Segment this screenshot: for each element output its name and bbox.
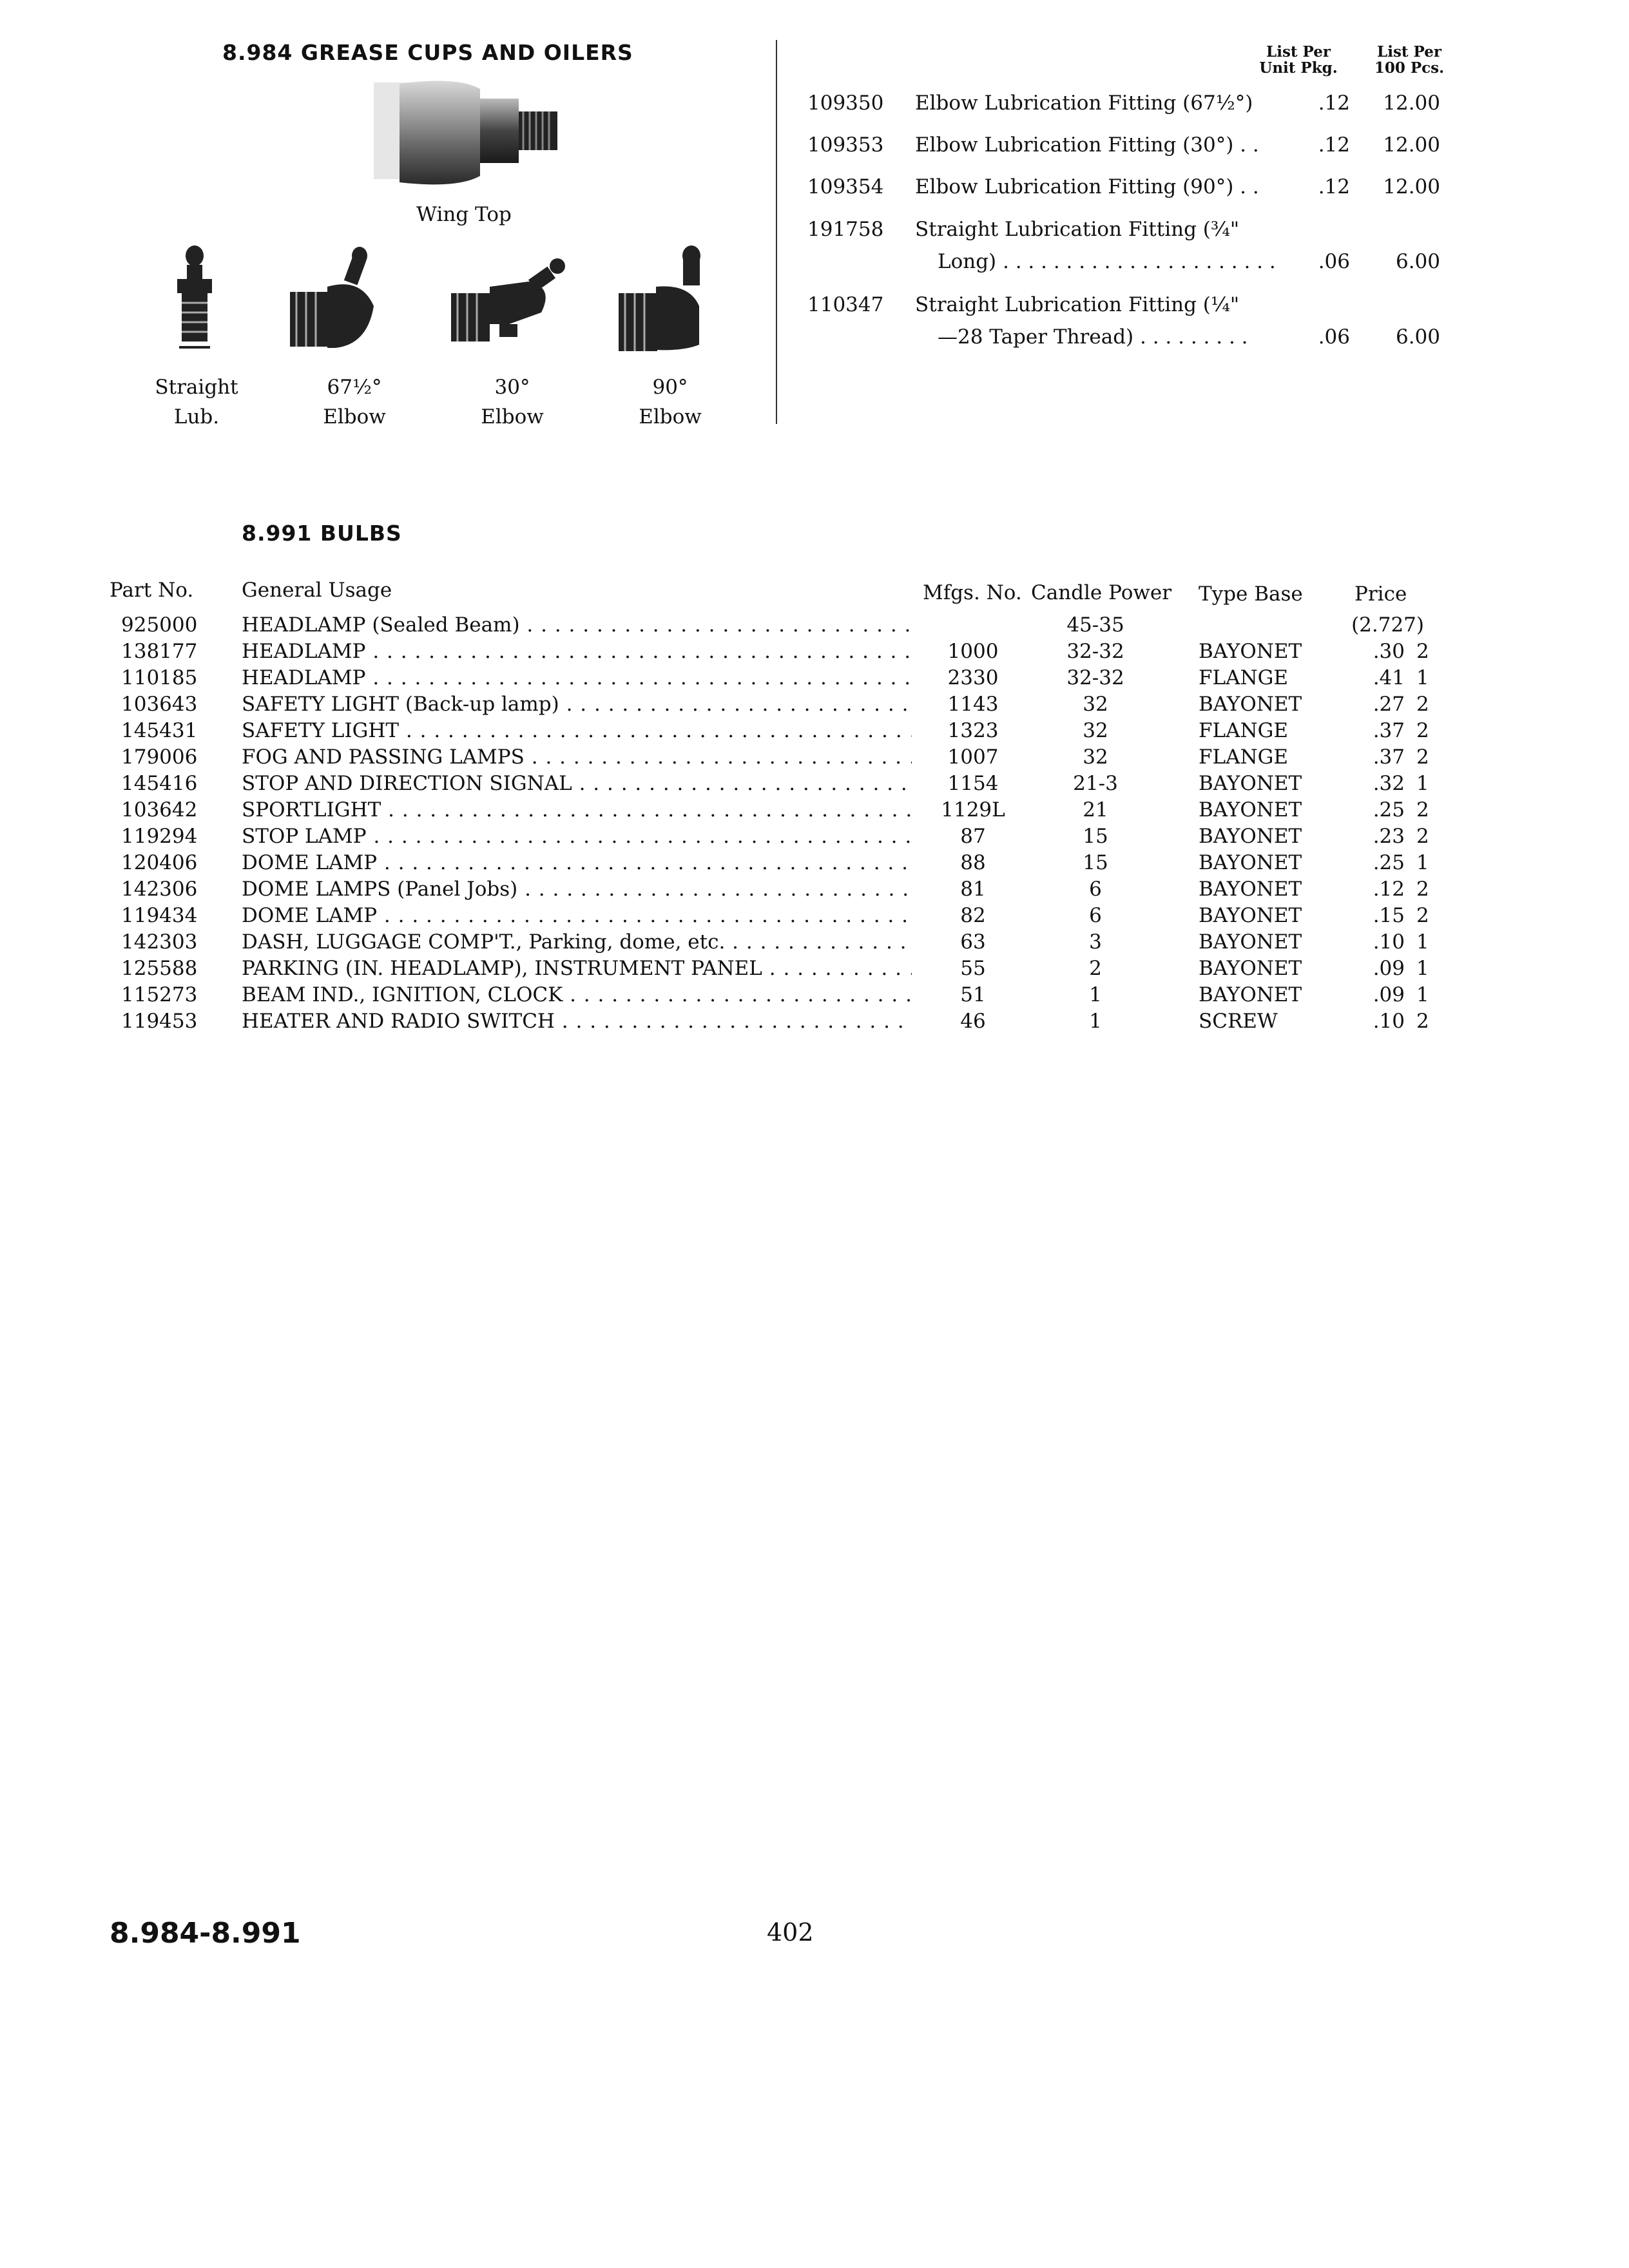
header-candle-power: Candle Power xyxy=(1031,581,1172,604)
table-row: 115273 BEAM IND., IGNITION, CLOCK . . . 51 1 BAYONET .09 1 xyxy=(0,983,1629,1010)
table-row: 119294 STOP LAMP . . . 87 15 BAYONET .23 2 xyxy=(0,825,1629,851)
fitting-100-price: 12.00 xyxy=(1383,133,1440,157)
fitting-caption-90-elbow: 90° Elbow xyxy=(639,376,702,428)
table-row: 138177 HEADLAMP . . . 1000 32-32 BAYONET .30 2 xyxy=(0,640,1629,666)
wing-top-fitting-illustration xyxy=(361,76,567,192)
table-row: 179006 FOG AND PASSING LAMPS . . . 1007 32 FLANGE .37 2 xyxy=(0,745,1629,772)
fitting-description: Straight Lubrication Fitting (¼" xyxy=(915,293,1240,316)
table-row: 119453 HEATER AND RADIO SWITCH . . . 46 1 SCREW .10 2 xyxy=(0,1010,1629,1036)
fitting-100-price: 12.00 xyxy=(1383,91,1440,115)
table-row: 120406 DOME LAMP . . . 88 15 BAYONET .25 1 xyxy=(0,851,1629,878)
wing-top-caption: Wing Top xyxy=(416,203,512,226)
column-divider xyxy=(776,40,777,424)
fitting-100-price: 6.00 xyxy=(1395,325,1440,349)
header-mfgs-no: Mfgs. No. xyxy=(923,581,1022,604)
grease-section-title: 8.984 GREASE CUPS AND OILERS xyxy=(222,40,633,65)
list-per-unit-header: List Per Unit Pkg. xyxy=(1259,43,1338,77)
fitting-caption-67-elbow: 67½° Elbow xyxy=(323,376,386,428)
fitting-unit-price: .12 xyxy=(1318,91,1350,115)
table-row: 925000 HEADLAMP (Sealed Beam) . . . 45-35 (2.727) xyxy=(0,613,1629,640)
table-row: 142306 DOME LAMPS (Panel Jobs) . . . 81 6 BAYONET .12 2 xyxy=(0,878,1629,904)
table-row: 142303 DASH, LUGGAGE COMP'T., Parking, dome, etc. . . . 63 3 BAYONET .10 1 xyxy=(0,930,1629,957)
table-row: 103643 SAFETY LIGHT (Back-up lamp) . . . 1143 32 BAYONET .27 2 xyxy=(0,693,1629,719)
fitting-description: Elbow Lubrication Fitting (90°) . . xyxy=(915,175,1259,198)
page-number: 402 xyxy=(767,1918,814,1946)
fitting-part-no: 191758 xyxy=(807,218,884,241)
header-type-base: Type Base xyxy=(1199,582,1303,606)
list-per-100-header: List Per 100 Pcs. xyxy=(1374,43,1445,77)
fitting-description: Elbow Lubrication Fitting (67½°) xyxy=(915,91,1253,115)
fitting-100-price: 6.00 xyxy=(1395,250,1440,273)
fitting-part-no: 109350 xyxy=(807,91,884,115)
fitting-caption-30-elbow: 30° Elbow xyxy=(481,376,544,428)
fitting-unit-price: .12 xyxy=(1318,133,1350,157)
table-row: 125588 PARKING (IN. HEADLAMP), INSTRUMENT PANEL . . . 55 2 BAYONET .09 1 xyxy=(0,957,1629,983)
header-price: Price xyxy=(1354,582,1407,606)
fitting-description-cont: Long) . . . . . . . . . . . . . . . . . . . . . . xyxy=(938,250,1276,273)
table-row: 110185 HEADLAMP . . . 2330 32-32 FLANGE .41 1 xyxy=(0,666,1629,693)
fitting-unit-price: .06 xyxy=(1318,325,1350,349)
table-row: 119434 DOME LAMP . . . 82 6 BAYONET .15 2 xyxy=(0,904,1629,930)
header-general-usage: General Usage xyxy=(242,579,392,602)
table-row: 145416 STOP AND DIRECTION SIGNAL . . . 1154 21-3 BAYONET .32 1 xyxy=(0,772,1629,798)
header-part-no: Part No. xyxy=(110,579,194,602)
table-row: 103642 SPORTLIGHT . . . 1129L 21 BAYONET .25 2 xyxy=(0,798,1629,825)
fitting-part-no: 109354 xyxy=(807,175,884,198)
table-row: 145431 SAFETY LIGHT . . . 1323 32 FLANGE .37 2 xyxy=(0,719,1629,745)
fitting-caption-straight: Straight Lub. xyxy=(155,376,238,428)
fitting-description: Straight Lubrication Fitting (¾" xyxy=(915,218,1240,241)
lubrication-fittings-illustration xyxy=(142,242,735,358)
fitting-part-no: 109353 xyxy=(807,133,884,157)
fitting-part-no: 110347 xyxy=(807,293,884,316)
footer-section-code: 8.984-8.991 xyxy=(110,1917,301,1950)
fitting-unit-price: .12 xyxy=(1318,175,1350,198)
fitting-100-price: 12.00 xyxy=(1383,175,1440,198)
fitting-description-cont: —28 Taper Thread) . . . . . . . . . xyxy=(938,325,1248,349)
bulbs-section-title: 8.991 BULBS xyxy=(242,521,402,546)
fitting-unit-price: .06 xyxy=(1318,250,1350,273)
fitting-description: Elbow Lubrication Fitting (30°) . . xyxy=(915,133,1259,157)
